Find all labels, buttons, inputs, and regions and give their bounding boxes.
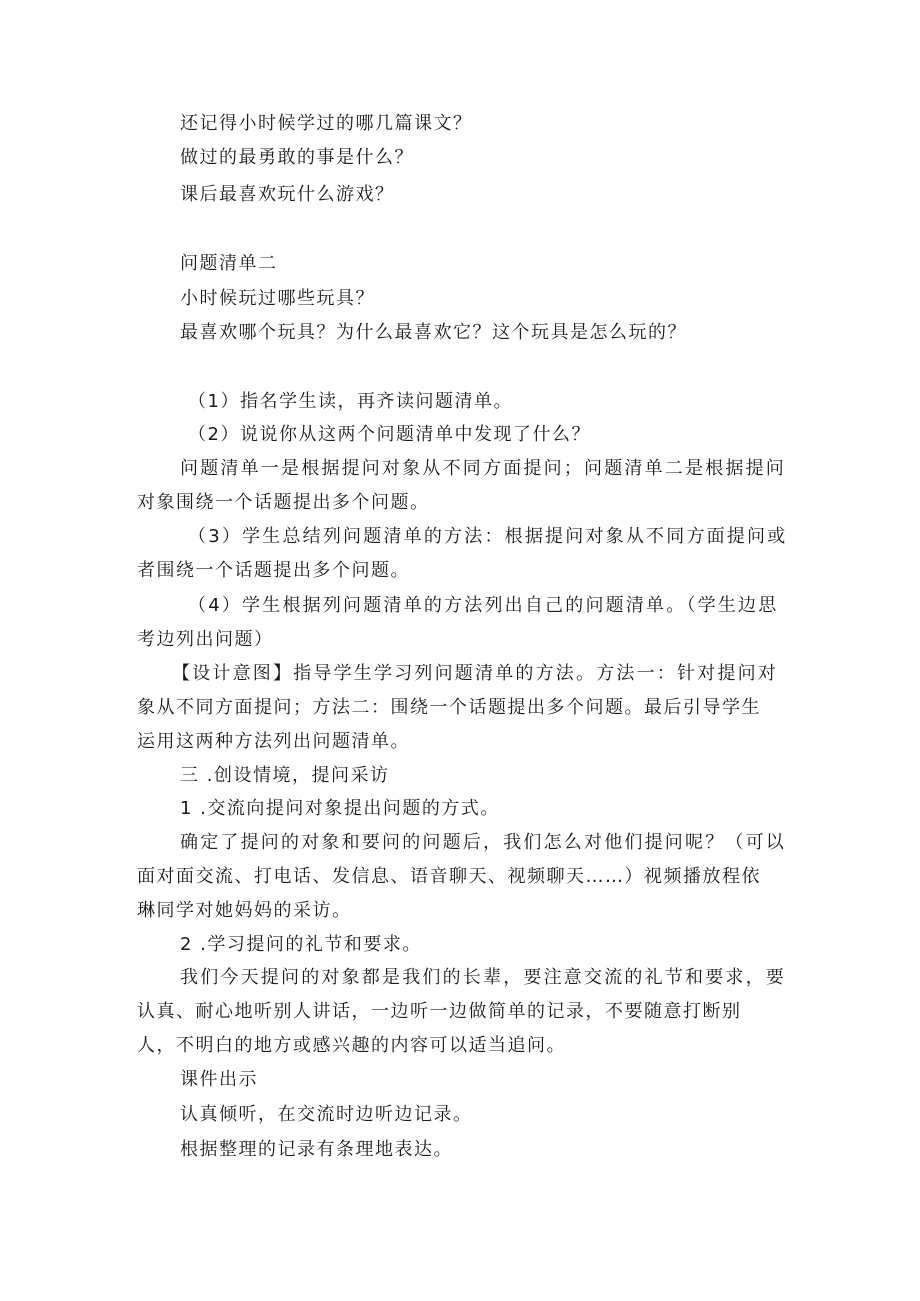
design-intent-line-1: 【设计意图】指导学生学习列问题清单的方法。方法一：针对提问对 xyxy=(172,663,778,684)
question-favorite-toy: 最喜欢哪个玩具？为什么最喜欢它？这个玩具是怎么玩的？ xyxy=(180,322,687,343)
courseware-point-1: 认真倾听，在交流时边听边记录。 xyxy=(180,1104,473,1125)
step-3-line-2: 者围绕一个话题提出多个问题。 xyxy=(137,560,410,581)
item-1-body-line-2: 面对面交流、打电话、发信息、语音聊天、视频聊天……）视频播放程依 xyxy=(137,866,761,887)
question-favorite-game: 课后最喜欢玩什么游戏？ xyxy=(180,184,395,205)
item-1-body-line-3: 琳同学对她妈妈的采访。 xyxy=(137,900,352,921)
courseware-point-2: 根据整理的记录有条理地表达。 xyxy=(180,1139,453,1160)
step-2: （2）说说你从这两个问题清单中发现了什么？ xyxy=(188,424,591,445)
design-intent-line-3: 运用这两种方法列出问题清单。 xyxy=(137,731,410,752)
question-bravest-thing: 做过的最勇敢的事是什么？ xyxy=(180,147,414,168)
step-3-line-1: （3）学生总结列问题清单的方法：根据提问对象从不同方面提问或 xyxy=(188,526,788,547)
step-2-answer-line-2: 对象围绕一个话题提出多个问题。 xyxy=(137,492,430,513)
item-1-body-line-1: 确定了提问的对象和要问的问题后，我们怎么对他们提问呢？（可以 xyxy=(180,832,786,853)
step-4-line-1: （4）学生根据列问题清单的方法列出自己的问题清单。（学生边思 xyxy=(188,595,779,616)
step-4-line-2: 考边列出问题） xyxy=(137,629,274,650)
courseware-label: 课件出示 xyxy=(180,1069,258,1090)
step-2-answer-line-1: 问题清单一是根据提问对象从不同方面提问；问题清单二是根据提问 xyxy=(180,458,786,479)
section-3-heading: 三 .创设情境，提问采访 xyxy=(180,765,390,786)
question-childhood-toys: 小时候玩过哪些玩具？ xyxy=(180,288,375,309)
item-2-body-line-3: 人，不明白的地方或感兴趣的内容可以适当追问。 xyxy=(137,1035,566,1056)
question-classic-texts: 还记得小时候学过的哪几篇课文？ xyxy=(180,113,473,134)
step-1: （1）指名学生读，再齐读问题清单。 xyxy=(188,391,513,412)
item-2-body-line-1: 我们今天提问的对象都是我们的长辈，要注意交流的礼节和要求，要 xyxy=(180,967,786,988)
design-intent-line-2: 象从不同方面提问；方法二：围绕一个话题提出多个问题。最后引导学生 xyxy=(137,697,761,718)
list-two-title: 问题清单二 xyxy=(180,253,278,274)
section-3-item-2: 2 .学习提问的礼节和要求。 xyxy=(180,934,422,955)
section-3-item-1: 1 .交流向提问对象提出问题的方式。 xyxy=(180,798,500,819)
item-2-body-line-2: 认真、耐心地听别人讲话，一边听一边做简单的记录，不要随意打断别 xyxy=(137,1001,742,1022)
